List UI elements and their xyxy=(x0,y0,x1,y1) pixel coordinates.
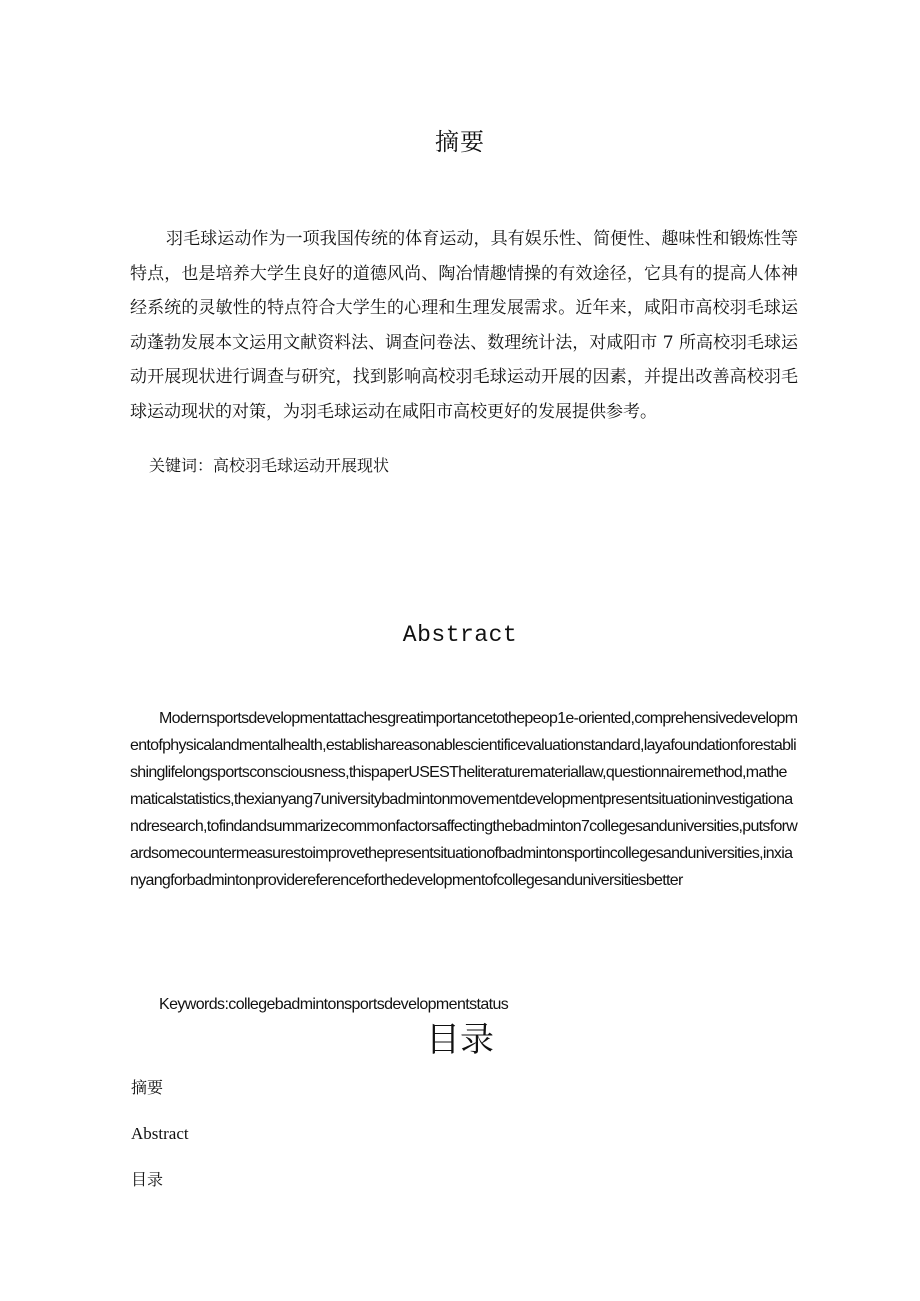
toc-item-contents[interactable]: 目录 xyxy=(131,1170,164,1189)
abstract-en-title: Abstract xyxy=(402,622,518,648)
abstract-cn-body: 羽毛球运动作为一项我国传统的体育运动，具有娱乐性、简便性、趣味性和锻炼性等特点，也是培养大学生良好的道德风尚、陶冶情趣情操的有效途径，它具有的提高人体神经系统的灵敏性的特点符合大学生的心理和生理发展需求。近年来，咸阳市高校羽毛球运动蓬勃发展本文运用文献资料法、调查问卷法、数理统计法，对咸阳市 7 所高校羽毛球运动开展现状进行调查与研究，找到影响高校羽毛球运动开展的因素，并提出改善高校羽毛球运动现状的对策，为羽毛球运动在咸阳市高校更好的发展提供参考。 xyxy=(130,229,798,422)
toc-list xyxy=(131,1076,189,1214)
toc-item-abstract-en[interactable]: Abstract xyxy=(131,1124,189,1143)
abstract-cn-title: 摘要 xyxy=(435,128,485,156)
abstract-cn-keywords: 关键词：高校羽毛球运动开展现状 xyxy=(149,456,390,475)
toc-title: 目录 xyxy=(426,1020,494,1060)
toc-item-abstract-cn[interactable]: 摘要 xyxy=(131,1078,164,1097)
abstract-en-keywords: Keywords:collegebadmintonsportsdevelopmentstatus xyxy=(159,996,509,1013)
abstract-en-body: Modernsportsdevelopmentattachesgreatimportancetothepeop1e-oriented,comprehensivedevelopmentofphysicalandmentalhealth,establishareasonablescientificevaluationstandard,layafoundationforestablishinglifelongsportsconsciousness,thispaperUSESTheliteraturemateriallaw,questionnairemethod,mathematicalstatistics,thexianyang7universitybadmintonmovementdevelopmentpresentsituationinvestigationandresearch,tofindandsummarizecommonfactorsaffectingthebadminton7collegesanduniversities,putsforwardsomecountermeasurestoimprovethepresentsituationofbadmintonsportincollegesanduniversities,inxianyangforbadmintonprovidereferenceforthedevelopmentofcollegesanduniversitiesbetter xyxy=(130,710,798,889)
